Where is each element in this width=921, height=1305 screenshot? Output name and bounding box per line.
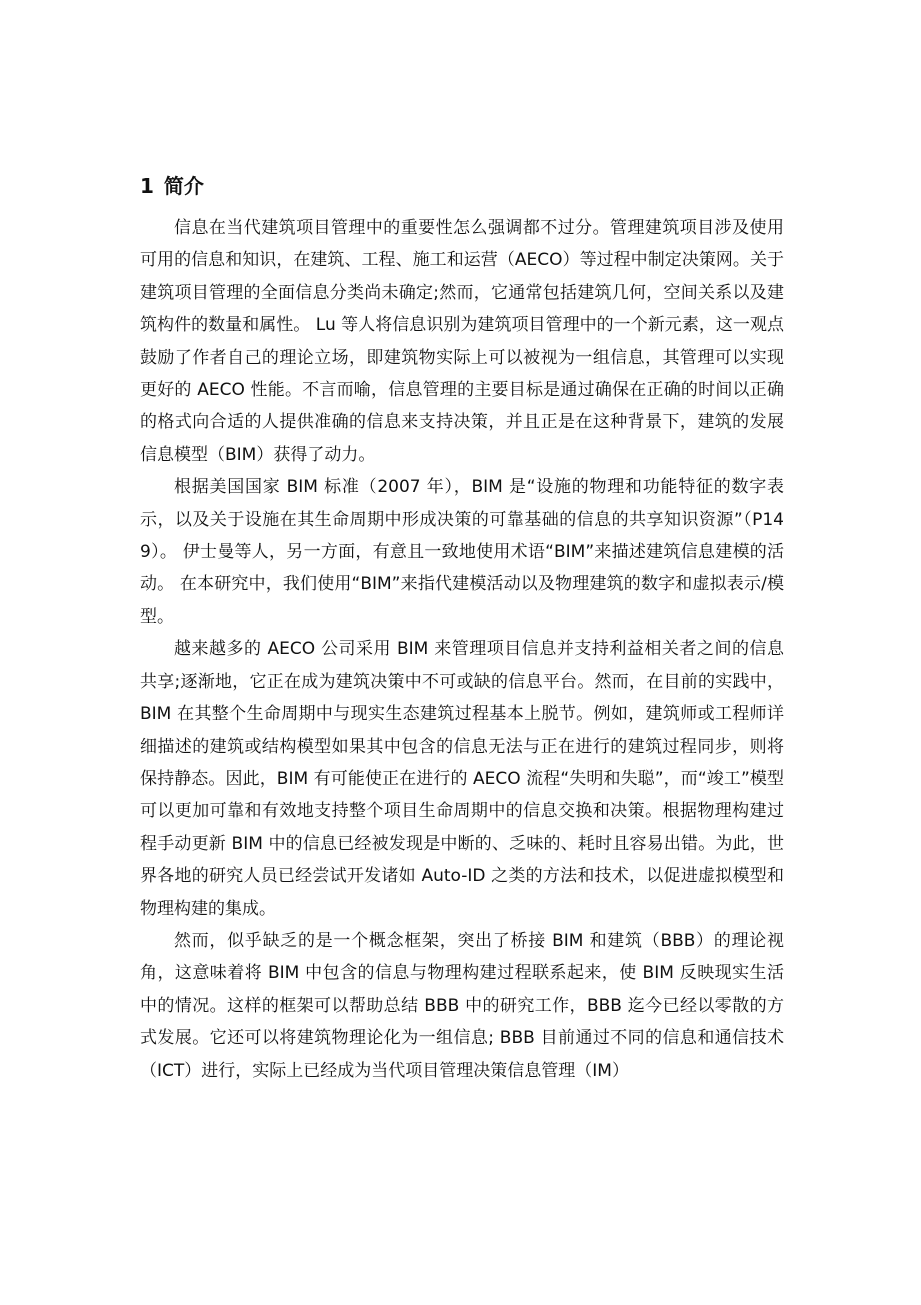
paragraph: 根据美国国家 BIM 标准（2007 年），BIM 是“设施的物理和功能特征的数字表示，以及关于设施在其生命周期中形成决策的可靠基础的信息的共享知识资源”（P149）。 伊士曼等人，另一方面，有意且一致地使用术语“BIM”来描述建筑信息建模的活动。 在本研究中，我们使用“BIM”来指代建模活动以及物理建筑的数字和虚拟表示/模型。 xyxy=(140,477,784,627)
paragraph: 信息在当代建筑项目管理中的重要性怎么强调都不过分。管理建筑项目涉及使用可用的信息和知识，在建筑、工程、施工和运营（AECO）等过程中制定决策网。关于建筑项目管理的全面信息分类尚未确定;然而，它通常包括建筑几何，空间关系以及建筑构件的数量和属性。 Lu 等人将信息识别为建筑项目管理中的一个新元素，这一观点鼓励了作者自己的理论立场，即建筑物实际上可以被视为一组信息，其管理可以实现更好的 AECO 性能。不言而喻，信息管理的主要目标是通过确保在正确的时间以正确的格式向合适的人提供准确的信息来支持决策，并且正是在这种背景下，建筑的发展信息模型（BIM）获得了动力。 xyxy=(140,218,784,465)
section-title: 简介 xyxy=(163,174,204,198)
section-heading xyxy=(140,170,204,202)
section-number: 1 xyxy=(140,174,154,198)
body-text xyxy=(140,212,784,1087)
paragraph: 越来越多的 AECO 公司采用 BIM 来管理项目信息并支持利益相关者之间的信息共享;逐渐地，它正在成为建筑决策中不可或缺的信息平台。然而，在目前的实践中，BIM 在其整个生命周期中与现实生态建筑过程基本上脱节。例如，建筑师或工程师详细描述的建筑或结构模型如果其中包含的信息无法与正在进行的建筑过程同步，则将保持静态。因此，BIM 有可能使正在进行的 AECO 流程“失明和失聪”，而“竣工”模型可以更加可靠和有效地支持整个项目生命周期中的信息交换和决策。根据物理构建过程手动更新 BIM 中的信息已经被发现是中断的、乏味的、耗时且容易出错。为此，世界各地的研究人员已经尝试开发诸如 Auto-ID 之类的方法和技术，以促进虚拟模型和物理构建的集成。 xyxy=(140,639,784,919)
paragraph: 然而，似乎缺乏的是一个概念框架，突出了桥接 BIM 和建筑（BBB）的理论视角，这意味着将 BIM 中包含的信息与物理构建过程联系起来，使 BIM 反映现实生活中的情况。这样的框架可以帮助总结 BBB 中的研究工作，BBB 迄今已经以零散的方式发展。它还可以将建筑物理论化为一组信息; BBB 目前通过不同的信息和通信技术（ICT）进行，实际上已经成为当代项目管理决策信息管理（IM） xyxy=(140,930,784,1081)
